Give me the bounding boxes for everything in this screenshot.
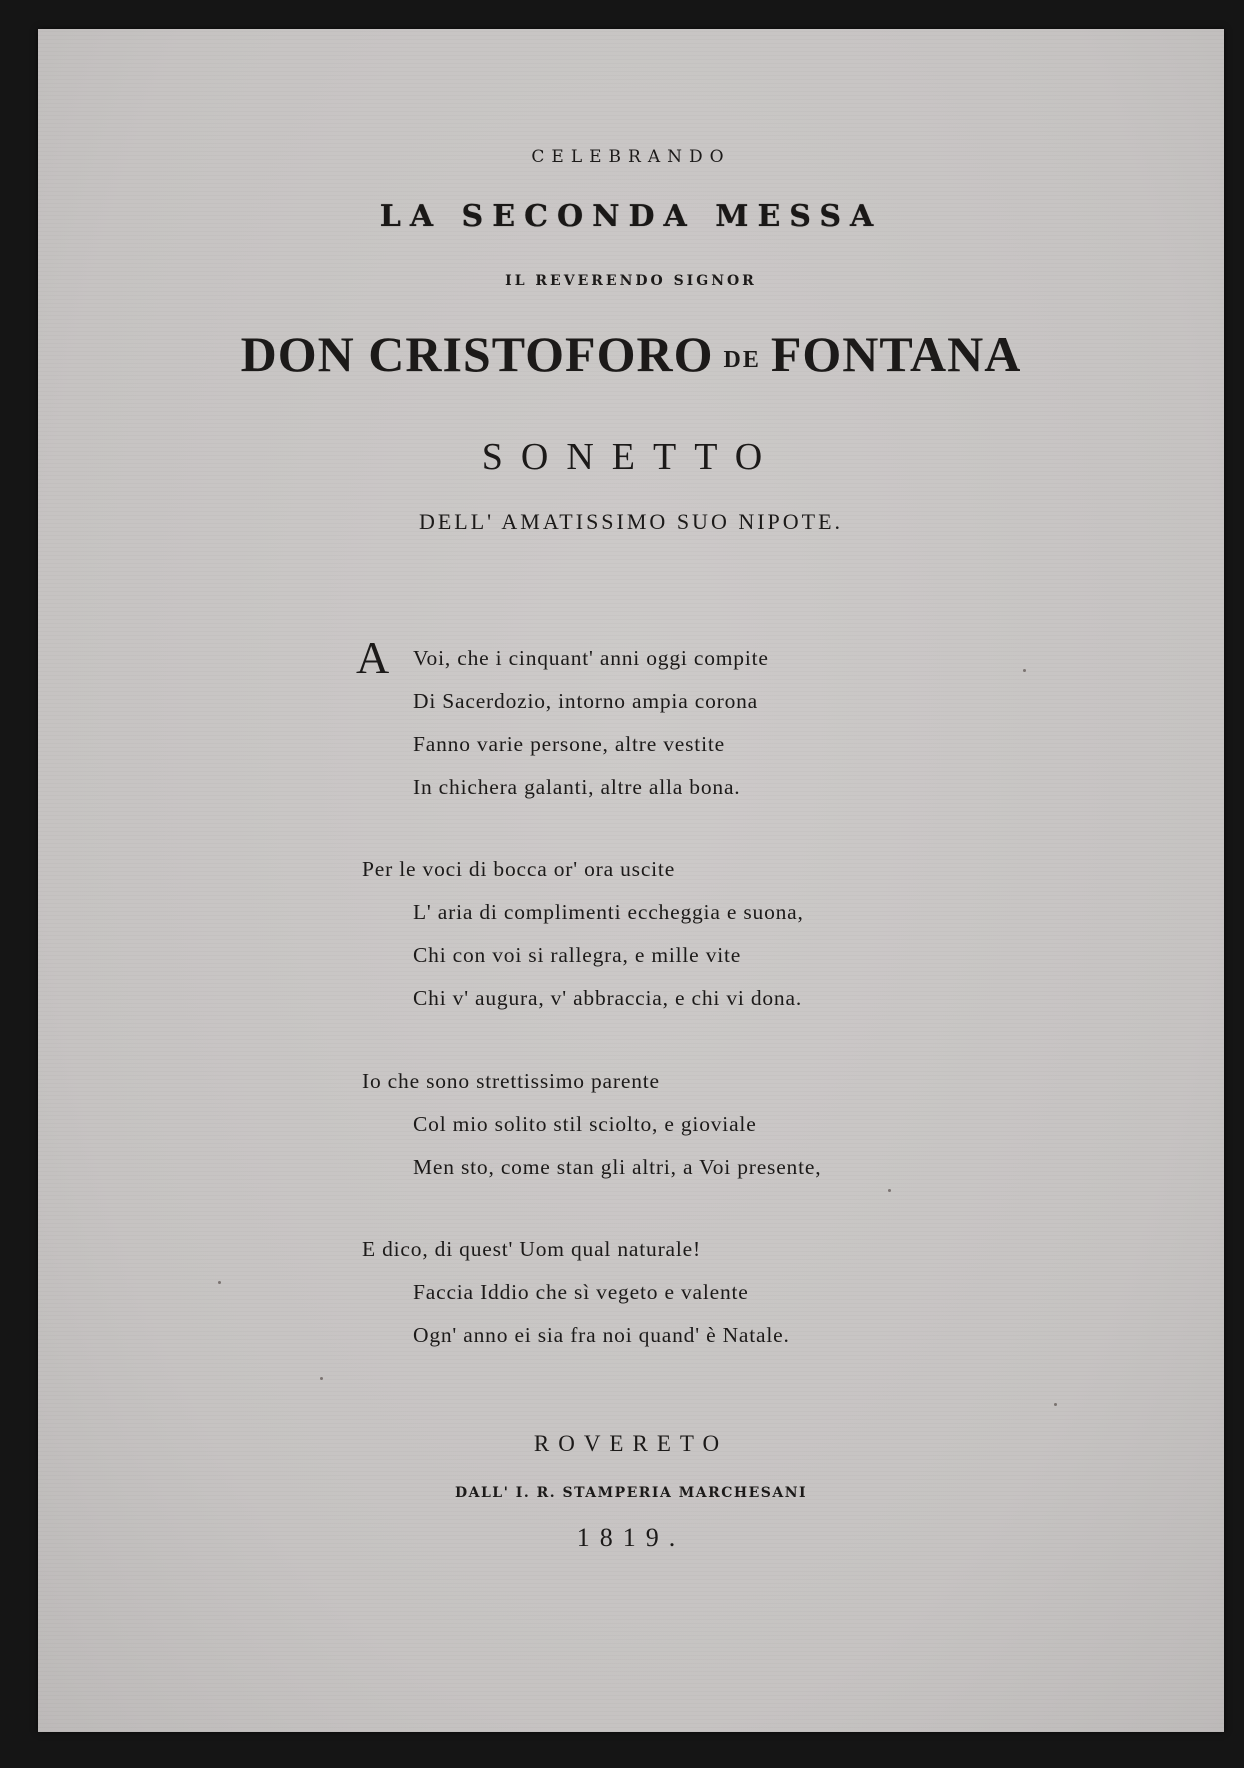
- verse-line: Col mio solito stil sciolto, e gioviale: [413, 1112, 757, 1136]
- imprint-year: 1819.: [576, 1523, 686, 1552]
- drop-cap: A: [356, 632, 391, 683]
- verse-line: Io che sono strettissimo parente: [362, 1069, 660, 1093]
- verse-line: Ogn' anno ei sia fra noi quand' è Natale.: [413, 1323, 790, 1347]
- verse-line: Men sto, come stan gli altri, a Voi presente,: [413, 1155, 822, 1179]
- honoree-name-particle: DE: [723, 347, 761, 373]
- verse-line: Voi, che i cinquant' anni oggi compite: [413, 646, 769, 670]
- header-occasion: LA SECONDA MESSA: [379, 199, 883, 234]
- paper-speck: [888, 1189, 891, 1192]
- header-celebrando: CELEBRANDO: [531, 147, 731, 167]
- dedication-line: DELL' AMATISSIMO SUO NIPOTE.: [418, 509, 844, 534]
- verse-line: Di Sacerdozio, intorno ampia corona: [413, 689, 759, 713]
- honoree-name-last: FONTANA: [770, 326, 1022, 382]
- verse-line: L' aria di complimenti eccheggia e suona,: [413, 900, 804, 924]
- verse-line: Chi con voi si rallegra, e mille vite: [413, 943, 742, 967]
- verse-line: In chichera galanti, altre alla bona.: [413, 775, 741, 799]
- header-title-line: IL REVERENDO SIGNOR: [505, 273, 757, 289]
- verse-line: Faccia Iddio che sì vegeto e valente: [413, 1280, 749, 1304]
- verse-line: Per le voci di bocca or' ora uscite: [362, 857, 676, 881]
- paper-speck: [1023, 669, 1026, 672]
- paper-speck: [1054, 1403, 1057, 1406]
- sonnet-body: [38, 29, 1224, 1732]
- imprint-place: ROVERETO: [533, 1431, 729, 1456]
- genre-heading: SONETTO: [481, 436, 781, 478]
- verse-line: Fanno varie persone, altre vestite: [413, 732, 725, 756]
- verse-line: E dico, di quest' Uom qual naturale!: [362, 1237, 701, 1261]
- paper-speck: [320, 1377, 323, 1380]
- honoree-name-first: DON CRISTOFORO: [240, 326, 714, 382]
- printed-sheet: [38, 29, 1224, 1732]
- verse-line: Chi v' augura, v' abbraccia, e chi vi dona.: [413, 986, 803, 1010]
- imprint-printer: DALL' I. R. STAMPERIA MARCHESANI: [454, 1485, 808, 1501]
- paper-speck: [218, 1281, 221, 1284]
